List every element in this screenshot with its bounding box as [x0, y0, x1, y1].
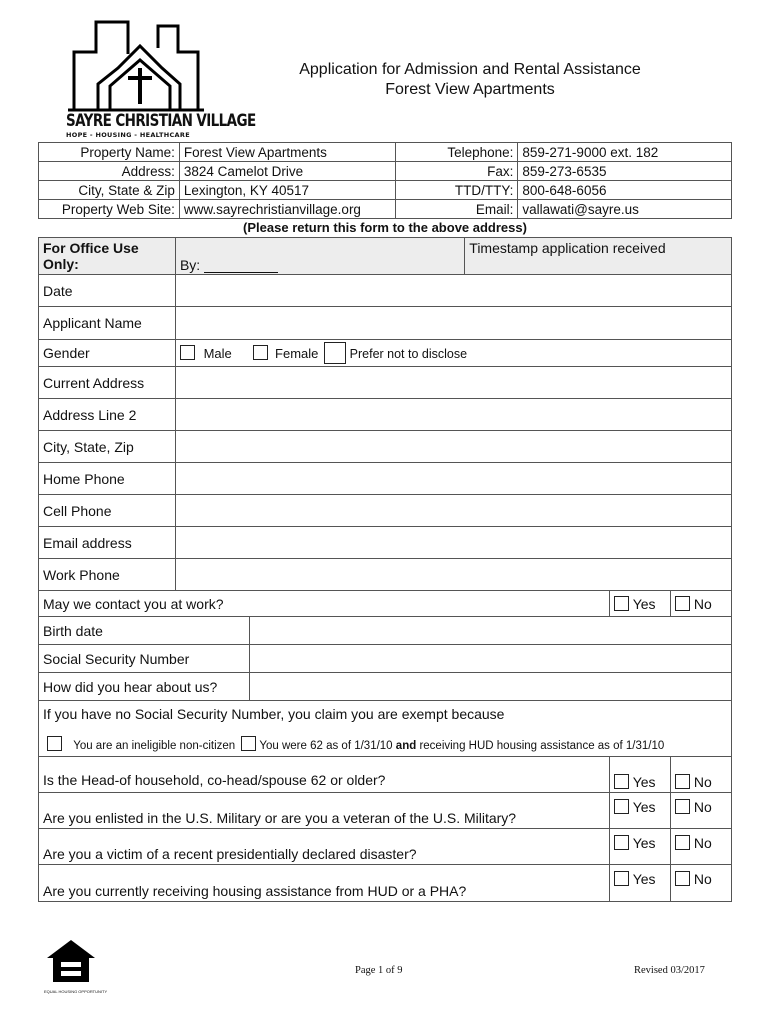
- title-line-2: Forest View Apartments: [385, 81, 555, 98]
- logo-name: SAYRE CHRISTIAN VILLAGE: [66, 111, 256, 131]
- city-state-zip-label: City, State, Zip: [39, 431, 176, 463]
- email-address-label: Email address: [39, 527, 176, 559]
- telephone-value: 859-271-9000 ext. 182: [518, 143, 732, 162]
- no-checkbox[interactable]: [675, 871, 690, 886]
- yes-checkbox[interactable]: [614, 799, 629, 814]
- city-label: City, State & Zip: [39, 181, 180, 200]
- cell-phone-field[interactable]: [175, 495, 731, 527]
- contact-work-no[interactable]: [671, 591, 732, 617]
- website-label: Property Web Site:: [39, 200, 180, 219]
- ssn-exempt-text: If you have no Social Security Number, you claim you are exempt because: [43, 706, 505, 722]
- applicant-name-field[interactable]: [175, 307, 731, 340]
- yes-label: Yes: [632, 835, 656, 851]
- no-checkbox[interactable]: [675, 835, 690, 850]
- were62-label-and: and: [395, 740, 417, 752]
- question-2-no[interactable]: [671, 793, 732, 829]
- email-address-field[interactable]: [175, 527, 731, 559]
- were62-label-pre: You were 62 as of 1/31/10: [259, 740, 393, 752]
- no-label: No: [693, 799, 712, 815]
- prefer-not-label: Prefer not to disclose: [349, 347, 468, 361]
- no-label: No: [693, 774, 712, 790]
- work-phone-label: Work Phone: [39, 559, 176, 591]
- logo-tagline: HOPE - HOUSING - HEALTHCARE: [66, 131, 190, 139]
- yes-checkbox[interactable]: [614, 596, 629, 611]
- yes-label: Yes: [632, 799, 656, 815]
- hear-about-label: How did you hear about us?: [39, 673, 250, 701]
- form-title: [250, 60, 690, 100]
- no-checkbox[interactable]: [675, 774, 690, 789]
- were62-label-post: receiving HUD housing assistance as of 1/31/10: [419, 740, 665, 752]
- home-phone-field[interactable]: [175, 463, 731, 495]
- logo: [58, 18, 256, 140]
- yes-checkbox[interactable]: [614, 774, 629, 789]
- were62-checkbox[interactable]: [241, 736, 256, 751]
- question-4-no[interactable]: [671, 865, 732, 902]
- cell-phone-label: Cell Phone: [39, 495, 176, 527]
- female-label: Female: [275, 346, 319, 361]
- yes-checkbox[interactable]: [614, 835, 629, 850]
- address-value: 3824 Camelot Drive: [179, 162, 395, 181]
- address-line2-field[interactable]: [175, 399, 731, 431]
- return-note: (Please return this form to the above address): [243, 220, 527, 235]
- telephone-label: Telephone:: [395, 143, 518, 162]
- female-checkbox[interactable]: [253, 345, 268, 360]
- tty-label: TTD/TTY:: [395, 181, 518, 200]
- no-label: No: [693, 871, 712, 887]
- male-label: Male: [203, 346, 232, 361]
- question-4: Are you currently receiving housing assistance from HUD or a PHA?: [39, 865, 610, 902]
- question-1: Is the Head-of household, co-head/spouse 62 or older?: [39, 757, 610, 793]
- hear-about-field[interactable]: [249, 673, 731, 701]
- no-label: No: [693, 835, 712, 851]
- contact-work-question: May we contact you at work?: [39, 591, 610, 617]
- yes-checkbox[interactable]: [614, 871, 629, 886]
- question-2: Are you enlisted in the U.S. Military or are you a veteran of the U.S. Military?: [39, 793, 610, 829]
- prefer-not-checkbox[interactable]: [324, 342, 346, 364]
- gender-options: [175, 340, 731, 367]
- current-address-label: Current Address: [39, 367, 176, 399]
- date-label: Date: [39, 275, 176, 307]
- fax-label: Fax:: [395, 162, 518, 181]
- question-2-yes[interactable]: [610, 793, 671, 829]
- office-by-label: By:: [179, 257, 201, 273]
- current-address-field[interactable]: [175, 367, 731, 399]
- male-checkbox[interactable]: [180, 345, 195, 360]
- property-name-label: Property Name:: [39, 143, 180, 162]
- city-value: Lexington, KY 40517: [179, 181, 395, 200]
- city-state-zip-field[interactable]: [175, 431, 731, 463]
- equal-housing-text: EQUAL HOUSING OPPORTUNITY: [44, 989, 108, 994]
- ineligible-label: You are an ineligible non-citizen: [73, 740, 236, 752]
- property-name-value: Forest View Apartments: [179, 143, 395, 162]
- contact-work-yes[interactable]: [610, 591, 671, 617]
- question-3: Are you a victim of a recent presidentially declared disaster?: [39, 829, 610, 865]
- buildings-cross-icon: [66, 18, 206, 113]
- application-form-table: [38, 237, 732, 902]
- gender-label: Gender: [39, 340, 176, 367]
- question-1-yes[interactable]: [610, 757, 671, 793]
- equal-housing-icon: [44, 938, 98, 984]
- birth-date-field[interactable]: [249, 617, 731, 645]
- no-label: No: [693, 595, 712, 612]
- no-checkbox[interactable]: [675, 799, 690, 814]
- yes-label: Yes: [632, 774, 656, 790]
- ssn-exempt-cell: [39, 701, 732, 757]
- date-field[interactable]: [175, 275, 731, 307]
- question-3-no[interactable]: [671, 829, 732, 865]
- ineligible-checkbox[interactable]: [47, 736, 62, 751]
- timestamp-label: Timestamp application received: [465, 238, 732, 275]
- address-label: Address:: [39, 162, 180, 181]
- ssn-field[interactable]: [249, 645, 731, 673]
- work-phone-field[interactable]: [175, 559, 731, 591]
- revised-date: Revised 03/2017: [634, 965, 705, 976]
- home-phone-label: Home Phone: [39, 463, 176, 495]
- address-line2-label: Address Line 2: [39, 399, 176, 431]
- website-value: www.sayrechristianvillage.org: [179, 200, 395, 219]
- question-1-no[interactable]: [671, 757, 732, 793]
- yes-label: Yes: [632, 871, 656, 887]
- email-value: vallawati@sayre.us: [518, 200, 732, 219]
- yes-label: Yes: [632, 595, 656, 612]
- question-3-yes[interactable]: [610, 829, 671, 865]
- property-info-table: [38, 142, 732, 219]
- office-use-label: For Office Use Only:: [39, 238, 176, 275]
- applicant-name-label: Applicant Name: [39, 307, 176, 340]
- ssn-label: Social Security Number: [39, 645, 250, 673]
- office-by-cell: [175, 238, 464, 275]
- equal-housing-logo: [44, 938, 108, 994]
- office-by-field[interactable]: [204, 258, 278, 273]
- page-number: Page 1 of 9: [355, 965, 403, 976]
- no-checkbox[interactable]: [675, 596, 690, 611]
- birth-date-label: Birth date: [39, 617, 250, 645]
- title-line-1: Application for Admission and Rental Assistance: [299, 61, 641, 78]
- question-4-yes[interactable]: [610, 865, 671, 902]
- tty-value: 800-648-6056: [518, 181, 732, 200]
- email-label: Email:: [395, 200, 518, 219]
- fax-value: 859-273-6535: [518, 162, 732, 181]
